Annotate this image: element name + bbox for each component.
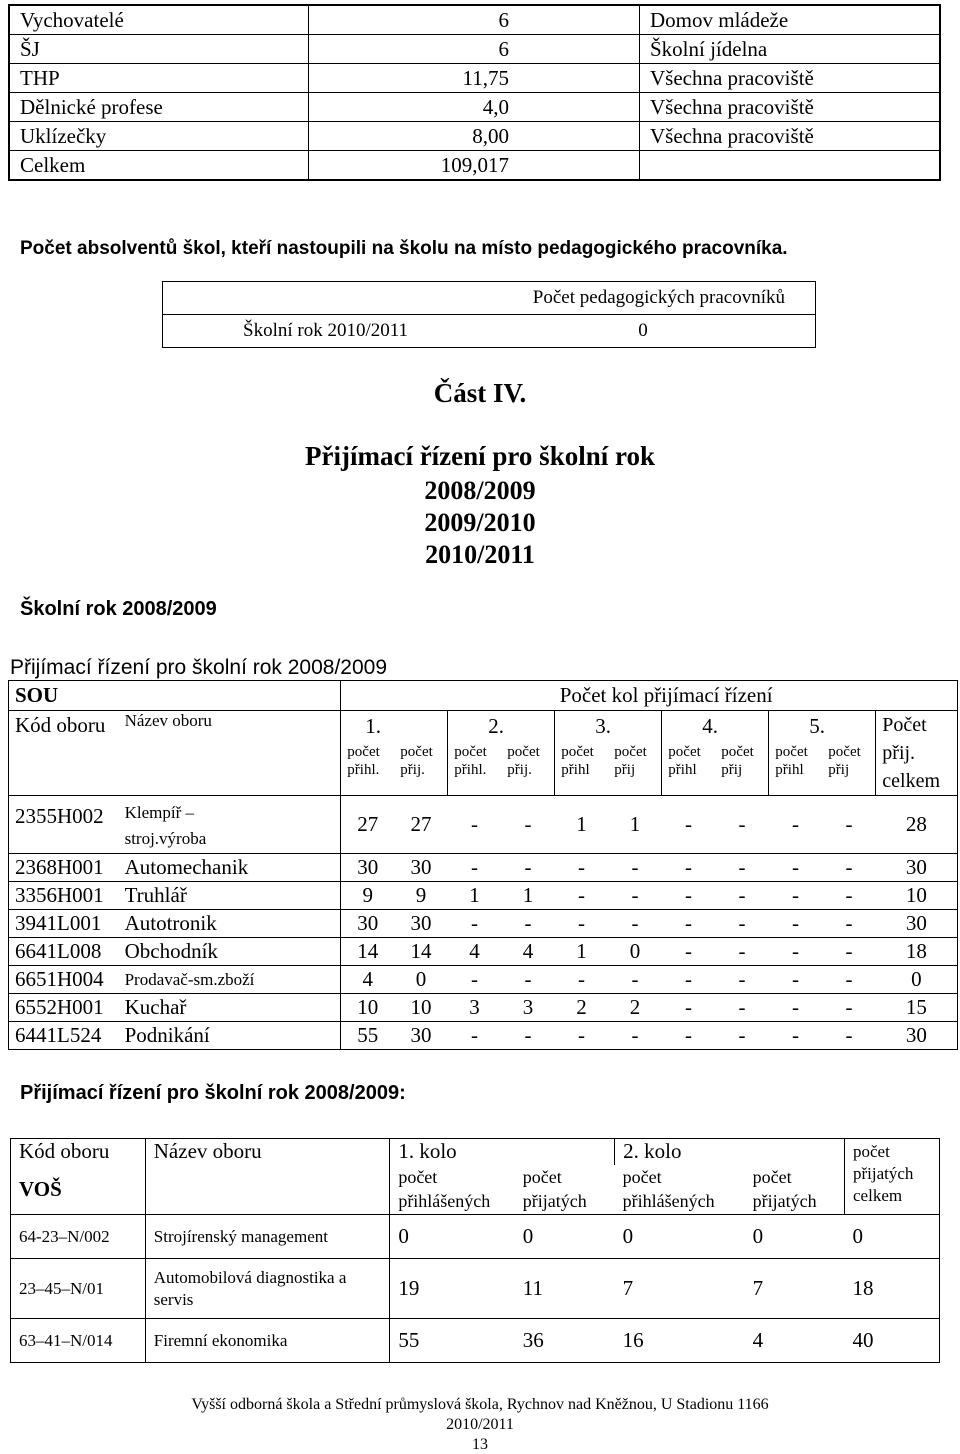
vos-value: 40 (845, 1319, 940, 1363)
sou-value: - (662, 882, 716, 910)
staff-role: Celkem (9, 151, 309, 181)
vos-value: 0 (515, 1215, 615, 1259)
sou-value: 1 (501, 882, 555, 910)
vos-value: 18 (845, 1259, 940, 1319)
sou-value: - (769, 1022, 823, 1050)
staff-count: 109,017 (309, 151, 640, 181)
vos-name: Strojírenský management (145, 1215, 390, 1259)
graduates-table (162, 281, 816, 348)
sou-total: 30 (876, 854, 958, 882)
sou-value: - (662, 796, 716, 854)
sou-value: - (715, 938, 769, 966)
vos-row (11, 1215, 940, 1259)
part-subtitle: Přijímací řízení pro školní rok (305, 441, 655, 471)
sou-rounds-header: Počet kol přijímací řízení (341, 681, 958, 711)
sou-code: 3941L001 (9, 910, 119, 938)
sou-value: 3 (501, 994, 555, 1022)
sou-value: 1 (448, 882, 502, 910)
sou-label: SOU (9, 681, 341, 711)
vos-row (11, 1259, 940, 1319)
sou-code: 6441L524 (9, 1022, 119, 1050)
sou-value: - (662, 1022, 716, 1050)
sou-value: 30 (341, 854, 395, 882)
sou-value: 30 (394, 1022, 448, 1050)
sou-name: Podnikání (119, 1022, 341, 1050)
vos-name-empty (145, 1165, 390, 1215)
vos-value: 11 (515, 1259, 615, 1319)
sou-value: 14 (394, 938, 448, 966)
sou-value: - (715, 994, 769, 1022)
sou-value: - (662, 994, 716, 1022)
sou-name: Prodavač-sm.zboží (119, 966, 341, 994)
vos-value: 16 (615, 1319, 745, 1363)
sou-value: - (555, 966, 609, 994)
sou-value: 55 (341, 1022, 395, 1050)
vos-value: 0 (615, 1215, 745, 1259)
vos-code: 23–45–N/01 (11, 1259, 146, 1319)
sou-value: 30 (341, 910, 395, 938)
sou-value: - (769, 882, 823, 910)
sou-value: 27 (341, 796, 395, 854)
sou-name: Klempíř – stroj.výroba (119, 796, 341, 854)
sou-value: - (715, 910, 769, 938)
vos-subheader: počet přijatých (745, 1165, 845, 1215)
vos-value: 55 (390, 1319, 515, 1363)
sou-subheader-cell (822, 711, 876, 796)
sou-value: - (769, 854, 823, 882)
sou-value: - (822, 910, 876, 938)
sou-code-header: Kód oboru (9, 711, 119, 796)
sou-value: - (769, 938, 823, 966)
staff-role: Dělnické profese (9, 93, 309, 122)
vos-code-header: Kód oboru (11, 1139, 146, 1165)
vos-subheader: počet přihlášených (615, 1165, 745, 1215)
staff-role: THP (9, 64, 309, 93)
staff-row (9, 35, 940, 64)
vos-heading: Přijímací řízení pro školní rok 2008/2009: (20, 1082, 406, 1104)
sou-name: Autotronik (119, 910, 341, 938)
staff-row (9, 151, 940, 181)
vos-value: 4 (745, 1319, 845, 1363)
vos-subheader: počet přihlášených (390, 1165, 515, 1215)
sou-value: - (822, 966, 876, 994)
sou-total: 18 (876, 938, 958, 966)
sou-code: 3356H001 (9, 882, 119, 910)
sou-value: 1 (555, 938, 609, 966)
graduates-col-header: Počet pedagogických pracovníků (479, 282, 816, 315)
sou-name-header: Název oboru (119, 711, 341, 796)
sou-table (8, 680, 958, 1050)
sou-row (9, 994, 958, 1022)
school-year-heading: Školní rok 2008/2009 (20, 598, 217, 620)
vos-value: 7 (615, 1259, 745, 1319)
vos-row (11, 1319, 940, 1363)
sou-value: 9 (394, 882, 448, 910)
staff-place (640, 151, 941, 181)
vos-round2-header: 2. kolo (615, 1139, 845, 1165)
sou-value: - (448, 910, 502, 938)
vos-value: 0 (745, 1215, 845, 1259)
sou-value: - (822, 1022, 876, 1050)
sou-value: - (822, 994, 876, 1022)
sou-value: - (822, 796, 876, 854)
sou-subheader-cell (341, 711, 395, 796)
sou-value: 14 (341, 938, 395, 966)
sou-value: - (501, 1022, 555, 1050)
sou-total: 30 (876, 910, 958, 938)
sou-value: 30 (394, 854, 448, 882)
graduates-row-value: 0 (479, 315, 816, 348)
sou-value: - (501, 910, 555, 938)
sou-value: - (608, 882, 662, 910)
sou-code: 6552H001 (9, 994, 119, 1022)
vos-value: 36 (515, 1319, 615, 1363)
sou-row (9, 854, 958, 882)
sou-subheader: počet přihl (775, 744, 808, 778)
sou-subheader: počet přij (721, 744, 754, 778)
sou-value: - (555, 854, 609, 882)
sou-code: 6651H004 (9, 966, 119, 994)
graduates-heading: Počet absolventů škol, kteří nastoupili na školu na místo pedagogického pracovníka. (20, 238, 788, 259)
sou-name: Automechanik (119, 854, 341, 882)
sou-value: - (448, 854, 502, 882)
sou-value: - (608, 1022, 662, 1050)
sou-subheader: počet přihl (561, 744, 594, 778)
sou-value: - (715, 854, 769, 882)
sou-subheader-cell (501, 711, 555, 796)
sou-value: 10 (394, 994, 448, 1022)
part-year-2: 2009/2010 (424, 508, 536, 537)
staff-count: 6 (309, 5, 640, 35)
sou-value: - (769, 796, 823, 854)
graduates-row-label: Školní rok 2010/2011 (163, 315, 480, 348)
sou-value: - (448, 1022, 502, 1050)
sou-value: - (822, 854, 876, 882)
graduates-empty-cell (163, 282, 480, 315)
footer-school: Vyšší odborná škola a Střední průmyslová škola, Rychnov nad Kněžnou, U Stadionu 1166 (191, 1396, 769, 1413)
sou-total: 15 (876, 994, 958, 1022)
sou-value: 3 (448, 994, 502, 1022)
sou-value: 27 (394, 796, 448, 854)
sou-round-label: 4. (702, 714, 719, 738)
sou-value: - (448, 796, 502, 854)
vos-code: 64-23–N/002 (11, 1215, 146, 1259)
vos-round1-header: 1. kolo (390, 1139, 615, 1165)
vos-subheader: počet přijatých (515, 1165, 615, 1215)
sou-value: 30 (394, 910, 448, 938)
part-title: Část IV. (433, 378, 527, 408)
sou-value: - (769, 910, 823, 938)
sou-row (9, 938, 958, 966)
vos-name-header: Název oboru (145, 1139, 390, 1165)
sou-value: - (608, 910, 662, 938)
sou-value: - (501, 796, 555, 854)
sou-value: - (501, 966, 555, 994)
sou-round-label: 3. (595, 714, 612, 738)
sou-value: - (555, 1022, 609, 1050)
vos-value: 19 (390, 1259, 515, 1319)
sou-total: 0 (876, 966, 958, 994)
sou-name: Obchodník (119, 938, 341, 966)
sou-round-label: 2. (488, 714, 505, 738)
sou-value: 9 (341, 882, 395, 910)
staff-count: 8,00 (309, 122, 640, 151)
sou-code: 2368H001 (9, 854, 119, 882)
sou-subheader-cell (662, 711, 719, 796)
sou-subheader-cell (715, 711, 769, 796)
sou-value: - (715, 966, 769, 994)
sou-value: - (555, 910, 609, 938)
staff-place: Všechna pracoviště (640, 64, 941, 93)
sou-value: 4 (341, 966, 395, 994)
sou-round-label: 5. (809, 714, 826, 738)
staff-row (9, 5, 940, 35)
sou-value: - (715, 796, 769, 854)
sou-value: - (662, 938, 716, 966)
sou-value: - (448, 966, 502, 994)
vos-value: 7 (745, 1259, 845, 1319)
sou-subheader: počet přihl. (347, 744, 380, 778)
sou-value: 1 (555, 796, 609, 854)
sou-caption: Přijímací řízení pro školní rok 2008/2009 (10, 656, 388, 679)
sou-total-header: Počet přij. celkem (876, 711, 958, 796)
sou-value: 1 (608, 796, 662, 854)
sou-value: - (662, 966, 716, 994)
sou-row (9, 796, 958, 854)
sou-code: 6641L008 (9, 938, 119, 966)
staff-row (9, 93, 940, 122)
sou-subheader-cell (555, 711, 612, 796)
sou-subheader: počet přij (828, 744, 861, 778)
sou-value: - (822, 938, 876, 966)
sou-row (9, 1022, 958, 1050)
staff-place: Školní jídelna (640, 35, 941, 64)
sou-round-label: 1. (365, 714, 382, 738)
vos-name: Automobilová diagnostika a servis (145, 1259, 390, 1319)
sou-row (9, 910, 958, 938)
staff-place: Domov mládeže (640, 5, 941, 35)
vos-label: VOŠ (11, 1165, 146, 1215)
sou-subheader-cell (394, 711, 448, 796)
sou-value: 0 (394, 966, 448, 994)
vos-table (10, 1138, 940, 1363)
sou-subheader: počet přihl (668, 744, 701, 778)
staff-count: 6 (309, 35, 640, 64)
staff-count: 11,75 (309, 64, 640, 93)
sou-value: 10 (341, 994, 395, 1022)
sou-subheader: počet přij. (507, 744, 540, 778)
staff-role: Vychovatelé (9, 5, 309, 35)
sou-value: - (715, 1022, 769, 1050)
vos-value: 0 (845, 1215, 940, 1259)
vos-total-header: počet přijatých celkem (845, 1139, 940, 1215)
sou-subheader: počet přij. (400, 744, 433, 778)
sou-name: Kuchař (119, 994, 341, 1022)
sou-value: - (501, 854, 555, 882)
sou-subheader: počet přihl. (454, 744, 487, 778)
sou-value: - (662, 854, 716, 882)
part-year-3: 2010/2011 (425, 540, 535, 569)
staff-row (9, 64, 940, 93)
sou-value: 0 (608, 938, 662, 966)
sou-value: - (662, 910, 716, 938)
staff-count: 4,0 (309, 93, 640, 122)
footer-year: 2010/2011 (446, 1416, 514, 1433)
sou-subheader: počet přij (614, 744, 647, 778)
sou-value: 2 (555, 994, 609, 1022)
staff-place: Všechna pracoviště (640, 93, 941, 122)
staff-table (8, 4, 941, 181)
staff-role: ŠJ (9, 35, 309, 64)
sou-total: 10 (876, 882, 958, 910)
sou-total: 28 (876, 796, 958, 854)
sou-subheader-cell (608, 711, 662, 796)
sou-value: 4 (448, 938, 502, 966)
vos-name: Firemní ekonomika (145, 1319, 390, 1363)
sou-subheader-cell (448, 711, 505, 796)
sou-value: - (769, 994, 823, 1022)
sou-code: 2355H002 (9, 796, 119, 854)
sou-row (9, 966, 958, 994)
sou-total: 30 (876, 1022, 958, 1050)
sou-value: 2 (608, 994, 662, 1022)
vos-code: 63–41–N/014 (11, 1319, 146, 1363)
sou-name: Truhlář (119, 882, 341, 910)
sou-row (9, 882, 958, 910)
sou-value: - (608, 854, 662, 882)
staff-role: Uklízečky (9, 122, 309, 151)
sou-subheader-cell (769, 711, 826, 796)
sou-value: - (822, 882, 876, 910)
staff-row (9, 122, 940, 151)
sou-value: - (769, 966, 823, 994)
sou-value: - (608, 966, 662, 994)
vos-value: 0 (390, 1215, 515, 1259)
sou-value: - (715, 882, 769, 910)
page-number: 13 (472, 1436, 488, 1453)
part-year-1: 2008/2009 (424, 476, 536, 505)
sou-value: - (555, 882, 609, 910)
sou-value: 4 (501, 938, 555, 966)
staff-place: Všechna pracoviště (640, 122, 941, 151)
